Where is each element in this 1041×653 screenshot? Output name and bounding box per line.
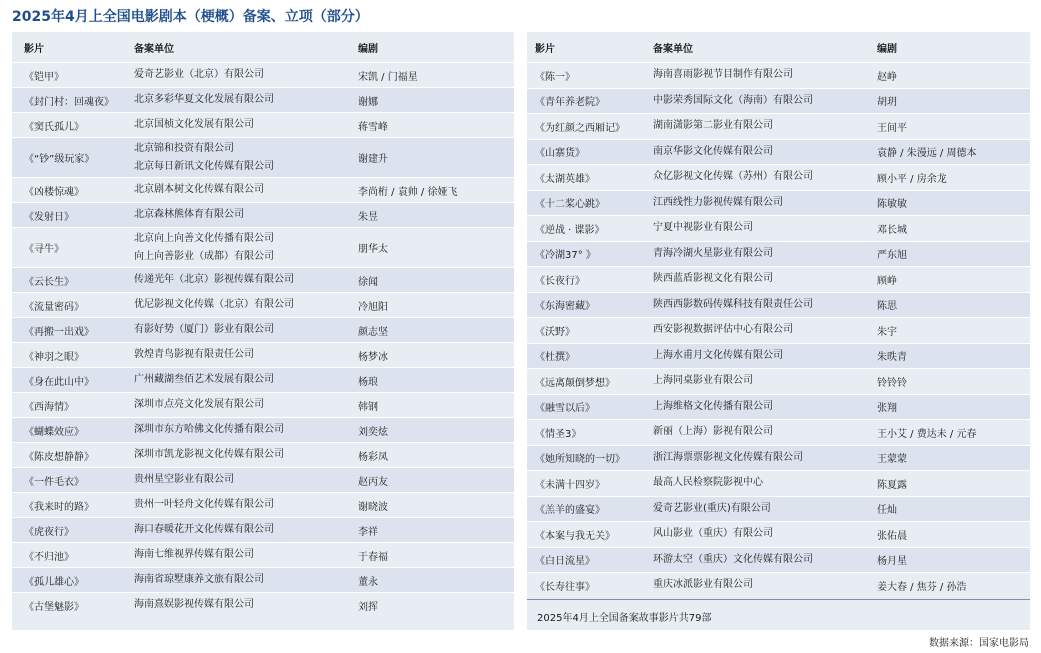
filing-unit-line: 风山影业（重庆）有限公司 bbox=[653, 528, 773, 540]
filing-unit-line: 最高人民检察院影视中心 bbox=[653, 477, 763, 489]
film-title: 《寻牛》 bbox=[24, 244, 64, 255]
screenwriter: 谢娜 bbox=[358, 96, 378, 108]
film-title: 《身在此山中》 bbox=[24, 376, 94, 388]
filing-unit bbox=[653, 219, 877, 237]
film-title: 《十二桨心跳》 bbox=[535, 199, 605, 211]
filing-unit bbox=[134, 181, 358, 199]
table-row bbox=[12, 367, 514, 392]
table-row bbox=[527, 292, 1030, 318]
left-table-body bbox=[12, 62, 514, 617]
screenwriter: 李祥 bbox=[358, 526, 378, 538]
film-title: 《本案与我无关》 bbox=[535, 530, 615, 542]
table-row bbox=[12, 112, 514, 137]
table-row bbox=[12, 227, 514, 267]
screenwriter: 杨彩凤 bbox=[358, 451, 388, 463]
film-title: 《流量密码》 bbox=[24, 301, 84, 313]
filing-unit bbox=[134, 346, 358, 364]
table-row bbox=[527, 470, 1030, 496]
screenwriter: 宋凯 / 门福星 bbox=[358, 71, 418, 83]
filing-unit bbox=[134, 521, 358, 539]
screenwriter: 徐闻 bbox=[358, 276, 378, 288]
filing-unit bbox=[134, 546, 358, 564]
filing-unit-line: 重庆冰派影业有限公司 bbox=[653, 579, 753, 591]
film-title: 《太湖英雄》 bbox=[535, 173, 595, 185]
filing-unit-line: 陕西蓝盾影视文化有限公司 bbox=[653, 273, 773, 285]
screenwriter: 严东旭 bbox=[877, 250, 907, 262]
film-title: 《凶楼惊魂》 bbox=[24, 186, 84, 198]
table-row bbox=[12, 592, 514, 617]
filing-unit bbox=[653, 143, 877, 161]
filing-unit-line: 江西线性力影视传媒有限公司 bbox=[653, 196, 783, 208]
data-source: 数据来源：国家电影局 bbox=[929, 638, 1029, 649]
film-title: 《羔羊的盛宴》 bbox=[535, 505, 605, 517]
table-row bbox=[12, 62, 514, 87]
filing-unit-line: 北京多彩华夏文化发展有限公司 bbox=[134, 94, 274, 105]
screenwriter: 蒋雪峰 bbox=[358, 121, 388, 133]
filing-unit-line: 有影好势（厦门）影业有限公司 bbox=[134, 324, 274, 335]
table-row bbox=[527, 139, 1030, 165]
filing-unit bbox=[134, 140, 358, 176]
page-title: 2025年4月上全国电影剧本（梗概）备案、立项（部分） bbox=[12, 9, 369, 25]
filing-unit-line: 南京华影文化传媒有限公司 bbox=[653, 145, 773, 157]
filing-unit-line: 浙江海票票影视文化传媒有限公司 bbox=[653, 451, 803, 463]
filing-unit bbox=[134, 91, 358, 109]
table-row bbox=[12, 292, 514, 317]
filing-unit bbox=[134, 271, 358, 289]
film-title: 《蝴蝶效应》 bbox=[24, 426, 84, 438]
table-row bbox=[527, 266, 1030, 292]
screenwriter: 陈夏露 bbox=[877, 479, 907, 491]
film-title: 《云长生》 bbox=[24, 276, 74, 288]
filing-unit-line: 广州藏湖叁佰艺术发展有限公司 bbox=[134, 374, 274, 385]
film-title: 《西海情》 bbox=[24, 401, 74, 413]
filing-unit-line: 新丽（上海）影视有限公司 bbox=[653, 426, 773, 438]
filing-unit-line: 北京每日新讯文化传媒有限公司 bbox=[134, 160, 274, 172]
filing-unit-line: 环游太空（重庆）文化传媒有限公司 bbox=[653, 553, 813, 565]
film-title: 《虎夜行》 bbox=[24, 526, 74, 538]
filing-unit bbox=[134, 66, 358, 84]
filing-unit-line: 众亿影视文化传媒（苏州）有限公司 bbox=[653, 171, 813, 183]
filing-unit-line: 深圳市东方哈佛文化传播有限公司 bbox=[134, 424, 284, 435]
filing-unit bbox=[134, 571, 358, 589]
screenwriter: 冷旭阳 bbox=[358, 301, 388, 313]
filing-unit-line: 敦煌青鸟影视有限责任公司 bbox=[134, 349, 254, 360]
screenwriter: 胡玥 bbox=[877, 97, 897, 109]
summary-divider bbox=[527, 599, 1030, 600]
screenwriter: 谢晓波 bbox=[358, 501, 388, 513]
filing-unit bbox=[653, 525, 877, 543]
table-row bbox=[12, 177, 514, 202]
filing-unit-line: 北京森林熊体育有限公司 bbox=[134, 209, 244, 220]
filing-unit bbox=[134, 371, 358, 389]
filing-unit-line: 传递光年（北京）影视传媒有限公司 bbox=[134, 274, 294, 285]
table-row bbox=[12, 417, 514, 442]
screenwriter: 刘挥 bbox=[358, 601, 378, 613]
screenwriter: 王间平 bbox=[877, 122, 907, 134]
film-title: 《再搬一出戏》 bbox=[24, 326, 94, 338]
filing-unit bbox=[653, 66, 877, 84]
table-row bbox=[527, 572, 1030, 598]
screenwriter: 朱昱 bbox=[358, 211, 378, 223]
table-row bbox=[12, 567, 514, 592]
film-title: 《“钞”级玩家》 bbox=[24, 154, 95, 165]
screenwriter: 朱昳青 bbox=[877, 352, 907, 364]
table-row bbox=[527, 164, 1030, 190]
filing-unit bbox=[653, 347, 877, 365]
screenwriter: 谢建升 bbox=[358, 154, 388, 165]
header-writer: 编剧 bbox=[358, 43, 378, 55]
filing-unit-line: 贵州星空影业有限公司 bbox=[134, 474, 234, 485]
table-row bbox=[527, 190, 1030, 216]
header-unit: 备案单位 bbox=[653, 43, 693, 55]
table-row bbox=[527, 241, 1030, 267]
screenwriter: 杨梦冰 bbox=[358, 351, 388, 363]
filing-unit bbox=[134, 471, 358, 489]
table-row bbox=[527, 62, 1030, 88]
filing-unit bbox=[653, 168, 877, 186]
header-writer: 编剧 bbox=[877, 43, 897, 55]
filing-unit-line: 上海水甫月文化传媒有限公司 bbox=[653, 349, 783, 361]
filing-unit-line: 北京剧本树文化传媒有限公司 bbox=[134, 184, 264, 195]
table-row bbox=[12, 342, 514, 367]
table-row bbox=[527, 343, 1030, 369]
filing-unit-line: 湖南潇影第二影业有限公司 bbox=[653, 120, 773, 132]
table-row bbox=[527, 215, 1030, 241]
filing-unit-line: 北京国桢文化发展有限公司 bbox=[134, 119, 254, 130]
filing-unit bbox=[653, 321, 877, 339]
film-title: 《冷湖37° 》 bbox=[535, 250, 596, 262]
film-title: 《陈一》 bbox=[535, 71, 575, 83]
screenwriter: 张佑晨 bbox=[877, 530, 907, 542]
screenwriter: 张翔 bbox=[877, 403, 897, 415]
table-row bbox=[12, 517, 514, 542]
table-row bbox=[12, 317, 514, 342]
film-title: 《逆战 · 谍影》 bbox=[535, 224, 605, 236]
filing-unit bbox=[653, 500, 877, 518]
filing-unit bbox=[134, 596, 358, 614]
filing-unit-line: 西安影视数据评估中心有限公司 bbox=[653, 324, 793, 336]
film-title: 《窦氏孤儿》 bbox=[24, 121, 84, 133]
screenwriter: 于春福 bbox=[358, 551, 388, 563]
filing-unit bbox=[653, 474, 877, 492]
table-row bbox=[527, 445, 1030, 471]
filing-unit bbox=[653, 194, 877, 212]
film-title: 《她所知晓的一切》 bbox=[535, 454, 625, 466]
screenwriter: 王蒙蒙 bbox=[877, 454, 907, 466]
screenwriter: 袁静 / 朱漫远 / 周德本 bbox=[877, 148, 977, 160]
right-table-body bbox=[527, 62, 1030, 598]
filing-unit bbox=[653, 398, 877, 416]
film-title: 《神羽之眼》 bbox=[24, 351, 84, 363]
film-title: 《长夜行》 bbox=[535, 275, 585, 287]
film-title: 《青年养老院》 bbox=[535, 97, 605, 109]
film-title: 《融雪以后》 bbox=[535, 403, 595, 415]
screenwriter: 李尚桁 / 袁帅 / 徐娅飞 bbox=[358, 186, 458, 198]
screenwriter: 陈敏敏 bbox=[877, 199, 907, 211]
filing-unit-line: 深圳市凯龙影视文化传媒有限公司 bbox=[134, 449, 284, 460]
filing-unit bbox=[134, 296, 358, 314]
table-row bbox=[12, 442, 514, 467]
filing-unit-line: 爱奇艺影业(重庆)有限公司 bbox=[653, 502, 771, 514]
filing-unit bbox=[653, 270, 877, 288]
filing-unit-line: 海南省琼墅康养文旅有限公司 bbox=[134, 574, 264, 585]
screenwriter: 杨琅 bbox=[358, 376, 378, 388]
right-table-header bbox=[527, 32, 1030, 62]
film-title: 《东海密藏》 bbox=[535, 301, 595, 313]
filing-unit bbox=[653, 576, 877, 594]
summary-text: 2025年4月上全国备案故事影片共79部 bbox=[537, 613, 712, 624]
filing-unit-line: 宁夏中视影业有限公司 bbox=[653, 222, 753, 234]
film-title: 《山寨货》 bbox=[535, 148, 585, 160]
screenwriter: 杨月星 bbox=[877, 556, 907, 568]
film-title: 《杜撰》 bbox=[535, 352, 575, 364]
filing-unit bbox=[134, 421, 358, 439]
table-row bbox=[527, 547, 1030, 573]
filing-unit bbox=[134, 396, 358, 414]
header-film: 影片 bbox=[24, 43, 44, 55]
filing-unit bbox=[653, 372, 877, 390]
screenwriter: 顾峥 bbox=[877, 275, 897, 287]
screenwriter: 姜大春 / 焦芬 / 孙浩 bbox=[877, 581, 967, 593]
filing-unit-line: 上海同桌影业有限公司 bbox=[653, 375, 753, 387]
filing-unit-line: 海南熹娱影视传媒有限公司 bbox=[134, 599, 254, 610]
film-title: 《古堡魅影》 bbox=[24, 601, 84, 613]
filing-unit bbox=[134, 230, 358, 266]
right-table bbox=[527, 32, 1030, 630]
screenwriter: 朱宇 bbox=[877, 326, 897, 338]
filing-unit-line: 向上向善影业（成都）有限公司 bbox=[134, 250, 274, 262]
film-title: 《情圣3》 bbox=[535, 428, 582, 440]
film-title: 《孤儿雄心》 bbox=[24, 576, 84, 588]
filing-unit bbox=[134, 116, 358, 134]
table-row bbox=[527, 113, 1030, 139]
film-title: 《铠甲》 bbox=[24, 71, 64, 83]
table-row bbox=[12, 467, 514, 492]
screenwriter: 邓长城 bbox=[877, 224, 907, 236]
filing-unit-line: 贵州一叶轻舟文化传媒有限公司 bbox=[134, 499, 274, 510]
screenwriter: 韩钢 bbox=[358, 401, 378, 413]
screenwriter: 朋华太 bbox=[358, 244, 388, 255]
header-unit: 备案单位 bbox=[134, 43, 174, 55]
header-film: 影片 bbox=[535, 43, 555, 55]
filing-unit-line: 海南喜雨影视节目制作有限公司 bbox=[653, 69, 793, 81]
screenwriter: 顾小平 / 房余龙 bbox=[877, 173, 947, 185]
filing-unit-line: 深圳市点亮文化发展有限公司 bbox=[134, 399, 264, 410]
table-row bbox=[12, 87, 514, 112]
filing-unit-line: 中影荣秀国际文化（海南）有限公司 bbox=[653, 94, 813, 106]
filing-unit-line: 优尼影视文化传媒（北京）有限公司 bbox=[134, 299, 294, 310]
filing-unit-line: 北京向上向善文化传播有限公司 bbox=[134, 232, 274, 244]
film-title: 《不归池》 bbox=[24, 551, 74, 563]
table-row bbox=[12, 492, 514, 517]
filing-unit-line: 爱奇艺影业（北京）有限公司 bbox=[134, 69, 264, 80]
film-title: 《远离颠倒梦想》 bbox=[535, 377, 615, 389]
filing-unit bbox=[653, 551, 877, 569]
table-row bbox=[527, 394, 1030, 420]
screenwriter: 颜志坚 bbox=[358, 326, 388, 338]
film-title: 《沃野》 bbox=[535, 326, 575, 338]
filing-unit-line: 上海维格文化传播有限公司 bbox=[653, 400, 773, 412]
table-row bbox=[12, 542, 514, 567]
filing-unit bbox=[653, 449, 877, 467]
screenwriter: 刘奕炫 bbox=[358, 426, 388, 438]
screenwriter: 赵丙友 bbox=[358, 476, 388, 488]
film-title: 《封门村：回魂夜》 bbox=[24, 96, 114, 108]
table-row bbox=[527, 368, 1030, 394]
film-title: 《未满十四岁》 bbox=[535, 479, 605, 491]
film-title: 《为红颜之西厢记》 bbox=[535, 122, 625, 134]
screenwriter: 赵峥 bbox=[877, 71, 897, 83]
screenwriter: 陈思 bbox=[877, 301, 897, 313]
filing-unit bbox=[134, 206, 358, 224]
left-table bbox=[12, 32, 514, 630]
table-row bbox=[12, 392, 514, 417]
filing-unit bbox=[653, 423, 877, 441]
filing-unit bbox=[134, 446, 358, 464]
film-title: 《一件毛衣》 bbox=[24, 476, 84, 488]
table-row bbox=[527, 317, 1030, 343]
film-title: 《我来时的路》 bbox=[24, 501, 94, 513]
table-row bbox=[527, 88, 1030, 114]
table-row bbox=[527, 496, 1030, 522]
filing-unit bbox=[653, 92, 877, 110]
film-title: 《长寿往事》 bbox=[535, 581, 595, 593]
screenwriter: 任灿 bbox=[877, 505, 897, 517]
screenwriter: 董永 bbox=[358, 576, 378, 588]
filing-unit-line: 陕西西影数码传媒科技有限责任公司 bbox=[653, 298, 813, 310]
filing-unit bbox=[653, 117, 877, 135]
filing-unit bbox=[653, 296, 877, 314]
table-row bbox=[12, 202, 514, 227]
filing-unit-line: 海口春暖花开文化传媒有限公司 bbox=[134, 524, 274, 535]
screenwriter: 王小艾 / 费达未 / 元春 bbox=[877, 428, 977, 440]
filing-unit bbox=[134, 496, 358, 514]
film-title: 《白日流星》 bbox=[535, 556, 595, 568]
filing-unit bbox=[134, 321, 358, 339]
table-row bbox=[12, 137, 514, 177]
film-title: 《陈皮想静静》 bbox=[24, 451, 94, 463]
filing-unit bbox=[653, 245, 877, 263]
screenwriter: 铃铃铃 bbox=[877, 377, 907, 389]
table-row bbox=[527, 521, 1030, 547]
table-row bbox=[527, 419, 1030, 445]
filing-unit-line: 海南七维视界传媒有限公司 bbox=[134, 549, 254, 560]
left-table-header bbox=[12, 32, 514, 62]
film-title: 《发射日》 bbox=[24, 211, 74, 223]
filing-unit-line: 青海冷湖火星影业有限公司 bbox=[653, 247, 773, 259]
table-row bbox=[12, 267, 514, 292]
filing-unit-line: 北京锦和投资有限公司 bbox=[134, 142, 234, 154]
